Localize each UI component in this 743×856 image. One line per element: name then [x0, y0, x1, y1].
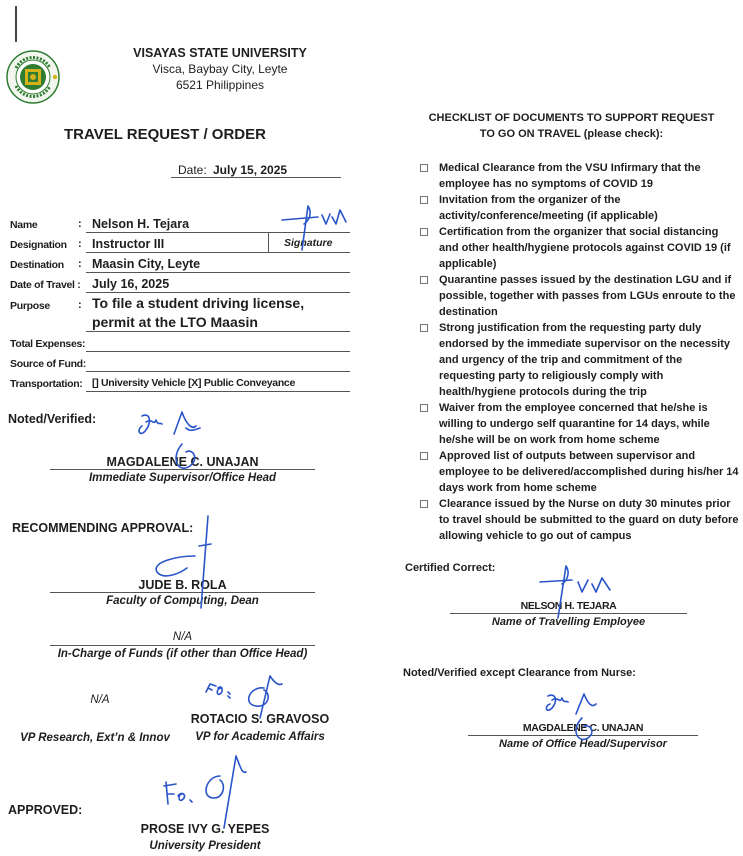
- noted-verified-heading: Noted/Verified:: [8, 412, 97, 426]
- date-underline: [171, 177, 341, 178]
- funds-role: In-Charge of Funds (if other than Office Head): [57, 648, 308, 660]
- checklist-item-text: Certification from the organizer that social distancing and other health/hygiene protocols against COVID 19 (if applicable): [439, 226, 731, 270]
- recommending-approval-heading: RECOMMENDING APPROVAL:: [12, 521, 194, 535]
- checklist-item-text: Clearance issued by the Nurse on duty 30 minutes prior to travel should be submitted to the guard on duty before allowing vehicle to go out of campus: [439, 498, 739, 542]
- checkbox[interactable]: [420, 276, 428, 284]
- university-address: Visca, Baybay City, Leyte: [152, 62, 288, 76]
- name-underline: [86, 232, 350, 233]
- destination-colon: :: [78, 258, 82, 270]
- checkbox[interactable]: [420, 228, 428, 236]
- noted-except-heading: Noted/Verified except Clearance from Nurse:: [403, 667, 636, 679]
- total-expenses-underline: [86, 351, 350, 352]
- checklist-item: [420, 224, 740, 272]
- pen-mark: [15, 6, 17, 42]
- approved-role: University President: [149, 840, 261, 852]
- vp-research-role: VP Research, Ext’n & Innov: [20, 732, 170, 744]
- checklist-item: [420, 320, 740, 400]
- checklist-item: [420, 400, 740, 448]
- checkbox[interactable]: [420, 500, 428, 508]
- destination-value[interactable]: Maasin City, Leyte: [92, 257, 201, 271]
- funds-line: [50, 645, 315, 646]
- noted-except-line: [468, 735, 698, 736]
- vp-academic-role: VP for Academic Affairs: [195, 731, 325, 743]
- transportation-underline: [86, 391, 350, 392]
- date-value[interactable]: July 15, 2025: [213, 163, 288, 177]
- recommending-role: Faculty of Computing, Dean: [106, 595, 259, 607]
- noted-except-name: MAGDALENE C. UNAJAN: [522, 722, 644, 734]
- signature-label: Signature: [284, 237, 333, 249]
- certified-name: NELSON H. TEJARA: [520, 600, 617, 612]
- designation-value[interactable]: Instructor III: [92, 237, 165, 251]
- noted-verified-name: MAGDALENE C. UNAJAN: [106, 455, 259, 469]
- signature-divider: [268, 232, 269, 252]
- checklist-item: [420, 160, 740, 192]
- approved-heading: APPROVED:: [8, 803, 83, 817]
- checklist-item: [420, 448, 740, 496]
- recommending-name: JUDE B. ROLA: [138, 578, 227, 592]
- checkbox[interactable]: [420, 452, 428, 460]
- checklist-item-text: Invitation from the organizer of the activity/conference/meeting (if applicable): [439, 194, 658, 222]
- noted-verified-role: Immediate Supervisor/Office Head: [88, 472, 277, 484]
- checklist-item-text: Medical Clearance from the VSU Infirmary that the employee has no symptoms of COVID 19: [439, 162, 701, 190]
- checklist-item-text: Strong justification from the requesting party duly endorsed by the immediate supervisor on the necessity and urgency of the trip and commitment of the requesting party to religiously comply with health/hygiene protocols during the trip: [439, 322, 730, 398]
- designation-underline: [86, 252, 350, 253]
- university-name: VISAYAS STATE UNIVERSITY: [133, 46, 307, 60]
- transportation-label: Transportation:: [10, 378, 83, 390]
- checklist: [420, 160, 740, 544]
- signature-yepes: [160, 752, 250, 832]
- checkbox[interactable]: [420, 404, 428, 412]
- source-of-fund-field[interactable]: [86, 356, 350, 370]
- certified-role: Name of Travelling Employee: [491, 616, 646, 628]
- university-postal: 6521 Philippines: [175, 78, 265, 92]
- checkbox[interactable]: [420, 324, 428, 332]
- checklist-item-text: Waiver from the employee concerned that he/she is willing to undergo self quarantine for 14 days, while he/she will be on work from home scheme: [439, 402, 710, 446]
- name-label: Name: [10, 219, 38, 231]
- noted-verified-line: [50, 469, 315, 470]
- checklist-title: CHECKLIST OF DOCUMENTS TO SUPPORT REQUEST: [428, 112, 715, 124]
- noted-except-role: Name of Office Head/Supervisor: [499, 738, 667, 750]
- checklist-item: [420, 272, 740, 320]
- date-of-travel-value[interactable]: July 16, 2025: [92, 277, 170, 291]
- certified-heading: Certified Correct:: [405, 562, 496, 574]
- recommending-line: [50, 592, 315, 593]
- checklist-item: [420, 496, 740, 544]
- name-value[interactable]: Nelson H. Tejara: [92, 217, 190, 231]
- date-of-travel-label: Date of Travel :: [10, 279, 81, 291]
- checklist-subtitle: TO GO ON TRAVEL (please check):: [479, 128, 664, 140]
- purpose-colon: :: [78, 299, 82, 311]
- designation-label: Designation: [10, 239, 67, 251]
- source-of-fund-label: Source of Fund:: [10, 358, 86, 370]
- vp-research-value: N/A: [90, 694, 110, 706]
- destination-label: Destination: [10, 259, 64, 271]
- total-expenses-field[interactable]: [86, 336, 350, 350]
- date-of-travel-underline: [86, 292, 350, 293]
- checklist-item-text: Approved list of outputs between supervisor and employee to be delivered/accomplished during his/her 14 days work from home scheme: [439, 450, 739, 494]
- university-seal-icon: [6, 50, 60, 104]
- purpose-underline: [86, 331, 350, 332]
- funds-value: N/A: [172, 631, 193, 643]
- checklist-item: [420, 192, 740, 224]
- destination-underline: [86, 272, 350, 273]
- designation-colon: :: [78, 238, 82, 250]
- purpose-label: Purpose: [10, 300, 50, 312]
- transportation-options[interactable]: [] University Vehicle [X] Public Conveyance: [92, 377, 296, 389]
- checklist-item-text: Quarantine passes issued by the destination LGU and if possible, together with passes from LGUs enroute to the destination: [439, 274, 736, 318]
- source-of-fund-underline: [86, 371, 350, 372]
- checkbox[interactable]: [420, 196, 428, 204]
- vp-academic-name: ROTACIO S. GRAVOSO: [190, 712, 330, 726]
- total-expenses-label: Total Expenses:: [10, 338, 86, 350]
- certified-line: [450, 613, 687, 614]
- checkbox[interactable]: [420, 164, 428, 172]
- purpose-value-line1[interactable]: To file a student driving license,: [92, 295, 305, 311]
- form-title: TRAVEL REQUEST / ORDER: [64, 126, 266, 143]
- approved-name: PROSE IVY G. YEPES: [140, 822, 270, 836]
- purpose-value-line2[interactable]: permit at the LTO Maasin: [92, 314, 258, 330]
- name-colon: :: [78, 218, 82, 230]
- date-label: Date:: [178, 163, 207, 177]
